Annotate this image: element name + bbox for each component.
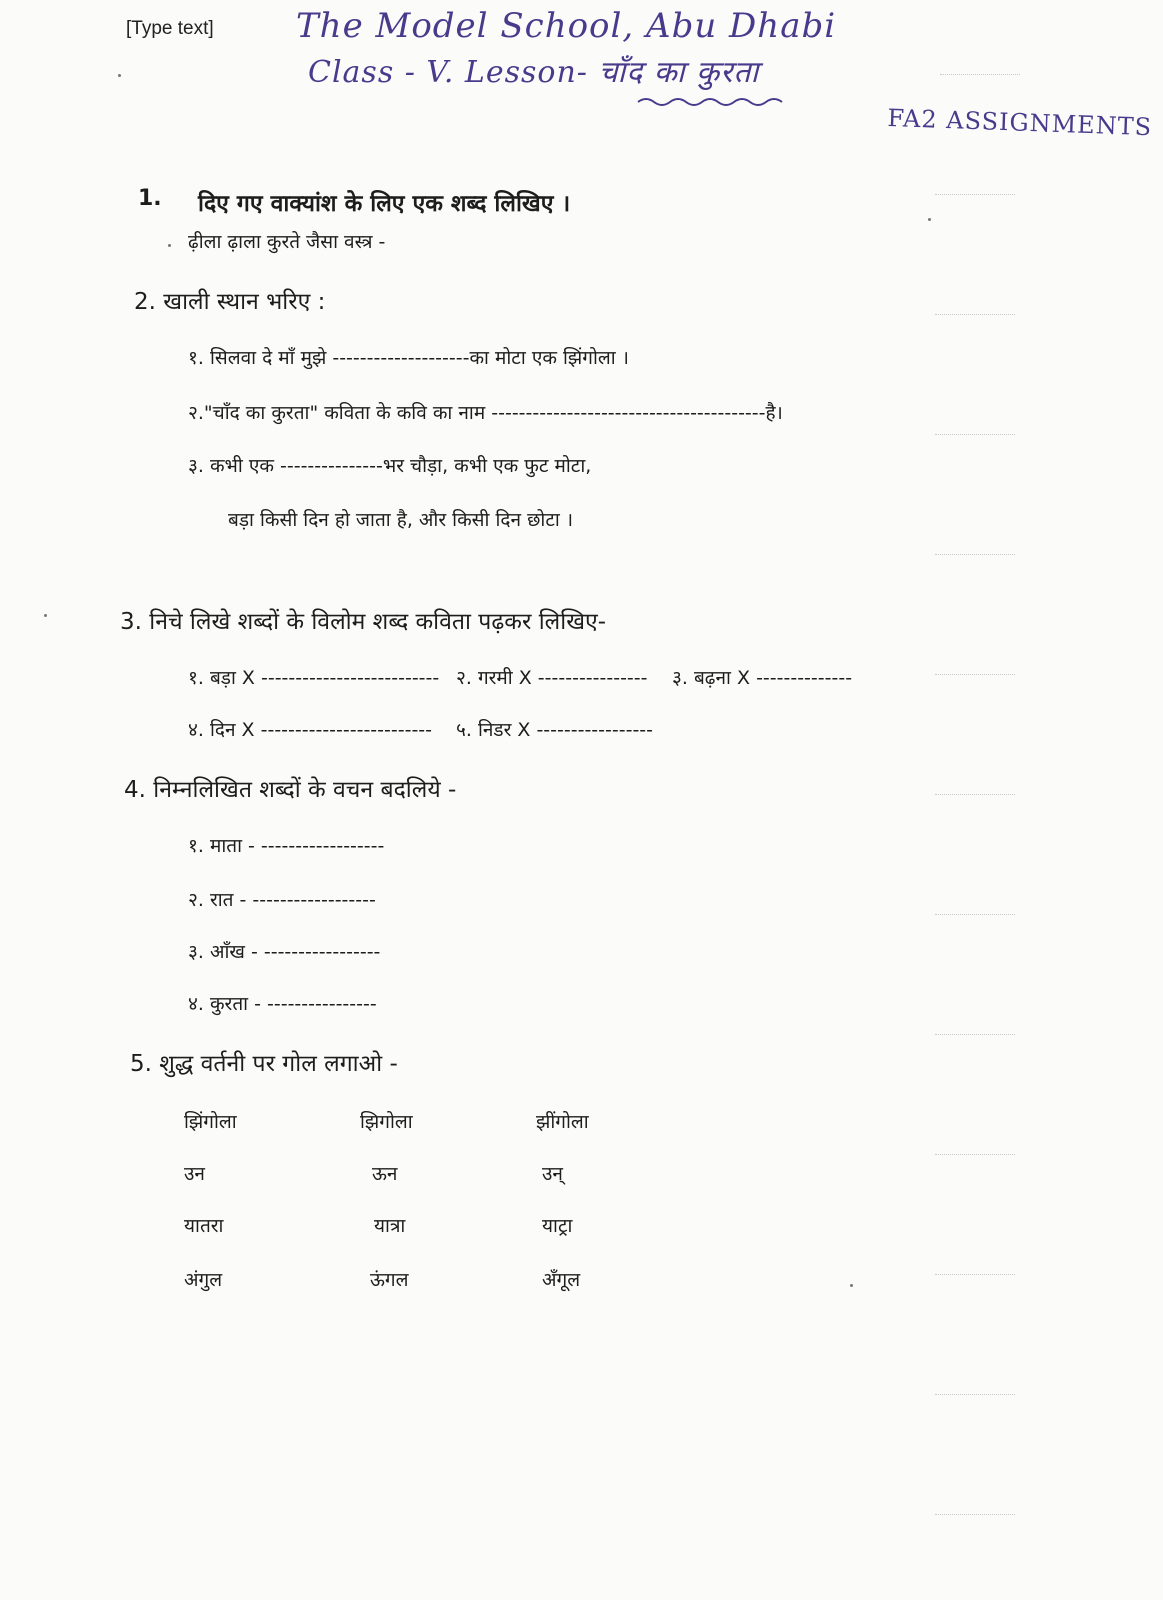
q5-option[interactable]: ऊंगल bbox=[370, 1269, 409, 1291]
margin-mark bbox=[935, 1274, 1015, 1276]
q3-item-1: १. बड़ा X -------------------------- bbox=[188, 667, 440, 689]
margin-mark bbox=[935, 1394, 1015, 1396]
margin-mark bbox=[935, 1154, 1015, 1156]
margin-mark bbox=[935, 1514, 1015, 1516]
q3-title: 3. निचे लिखे शब्दों के विलोम शब्द कविता पढ़कर लिखिए- bbox=[120, 609, 607, 635]
q5-option[interactable]: अँगूल bbox=[542, 1269, 581, 1291]
margin-mark bbox=[935, 674, 1015, 676]
class-lesson: Class - V. Lesson- चाँद का कुरता bbox=[308, 55, 760, 90]
scan-speck bbox=[168, 244, 171, 247]
q3-item-4: ४. दिन X ------------------------- bbox=[188, 719, 433, 741]
margin-mark bbox=[935, 194, 1015, 196]
q5-option[interactable]: झिगोला bbox=[360, 1111, 413, 1133]
q2-item-1: १. सिलवा दे माँ मुझे --------------------का मोटा एक झिंगोला । bbox=[188, 347, 629, 369]
q4-item-4: ४. कुरता - ---------------- bbox=[188, 993, 377, 1015]
q5-option[interactable]: यात्रा bbox=[374, 1215, 406, 1237]
q4-item-1: १. माता - ------------------ bbox=[188, 835, 385, 857]
q1-title: दिए गए वाक्यांश के लिए एक शब्द लिखिए । bbox=[198, 191, 571, 217]
q5-option[interactable]: ऊन bbox=[372, 1163, 398, 1185]
margin-mark bbox=[935, 314, 1015, 316]
q1-item: ढ़ीला ढ़ाला कुरते जैसा वस्त्र - bbox=[188, 231, 386, 253]
q1-number: 1. bbox=[138, 186, 162, 211]
q2-title: 2. खाली स्थान भरिए : bbox=[134, 289, 326, 315]
margin-mark bbox=[935, 434, 1015, 436]
q5-option[interactable]: उन bbox=[184, 1163, 205, 1185]
school-name: The Model School, Abu Dhabi bbox=[296, 6, 837, 46]
q5-option[interactable]: उन् bbox=[542, 1163, 563, 1185]
q5-option[interactable]: याट्रा bbox=[542, 1215, 573, 1237]
margin-mark bbox=[940, 74, 1020, 76]
type-text-placeholder: [Type text] bbox=[126, 18, 214, 39]
q2-item-3: ३. कभी एक ---------------भर चौड़ा, कभी एक फुट मोटा, bbox=[188, 455, 592, 477]
q5-option[interactable]: झींगोला bbox=[536, 1111, 589, 1133]
scan-speck bbox=[928, 218, 931, 221]
q3-item-3: ३. बढ़ना X -------------- bbox=[672, 667, 853, 689]
scan-speck bbox=[850, 1284, 853, 1287]
q4-title: 4. निम्नलिखित शब्दों के वचन बदलिये - bbox=[124, 777, 457, 803]
margin-mark bbox=[935, 794, 1015, 796]
q2-item-3-cont: बड़ा किसी दिन हो जाता है, और किसी दिन छोटा । bbox=[228, 509, 574, 531]
q2-item-2: २."चाँद का कुरता" कविता के कवि का नाम ----------------------------------------है। bbox=[188, 402, 783, 424]
q5-title: 5. शुद्ध वर्तनी पर गोल लगाओ - bbox=[130, 1051, 398, 1077]
q4-item-3: ३. आँख - ----------------- bbox=[188, 941, 381, 963]
q3-item-2: २. गरमी X ---------------- bbox=[456, 667, 648, 689]
margin-mark bbox=[935, 914, 1015, 916]
assignment-label: FA2 ASSIGNMENTS bbox=[887, 104, 1153, 142]
q3-item-5: ५. निडर X ----------------- bbox=[456, 719, 654, 741]
q5-option[interactable]: यातरा bbox=[184, 1215, 224, 1237]
underline-squiggle-icon bbox=[636, 96, 786, 108]
margin-mark bbox=[935, 554, 1015, 556]
q5-option[interactable]: अंगुल bbox=[184, 1269, 223, 1291]
q4-item-2: २. रात - ------------------ bbox=[188, 889, 376, 911]
scan-speck bbox=[118, 74, 121, 77]
scan-speck bbox=[44, 614, 47, 617]
q5-option[interactable]: झिंगोला bbox=[184, 1111, 237, 1133]
margin-mark bbox=[935, 1034, 1015, 1036]
